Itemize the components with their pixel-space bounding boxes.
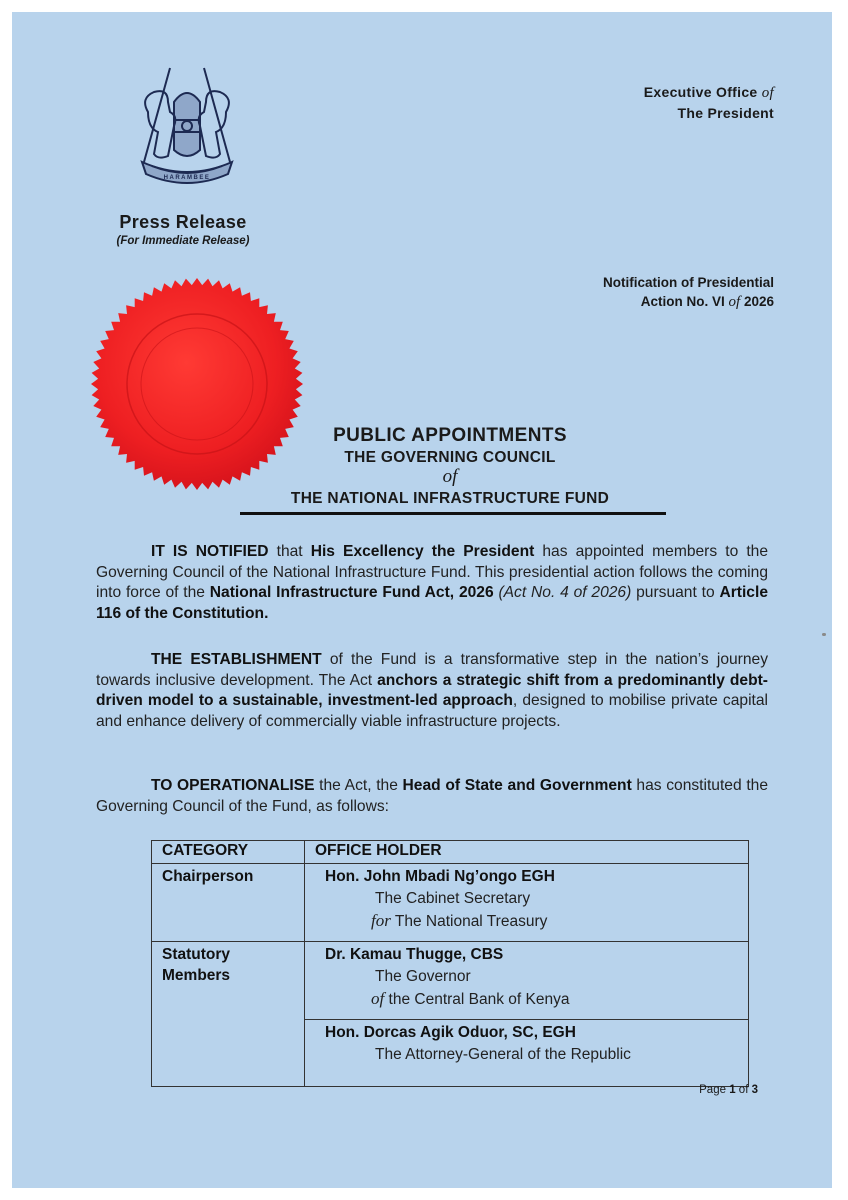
- heading-line2: THE GOVERNING COUNCIL: [344, 449, 556, 466]
- holder-title: The Cabinet Secretary: [375, 890, 531, 907]
- holder-name: Hon. John Mbadi Ng’ongo EGH: [325, 868, 555, 885]
- p2-text1: of the Fund is a transformative step in the nation’s journey towards inclusive development. The Act: [96, 651, 768, 689]
- p2-bold1: anchors a strategic shift from a predominantly debt-driven model to a sustainable, investment-led approach: [96, 671, 769, 709]
- heading-of: of: [442, 466, 458, 487]
- notification-year: 2026: [743, 294, 774, 309]
- document-page: [12, 12, 832, 1188]
- office-header: [644, 82, 774, 123]
- office-holder-cell: [305, 1020, 749, 1087]
- holder-name: Hon. Dorcas Agik Oduor, SC, EGH: [325, 1024, 576, 1041]
- press-release-subtitle: (For Immediate Release): [116, 235, 250, 247]
- category-cell: [152, 942, 305, 1087]
- p2-text2: , designed to mobilise private capital and enhance delivery of commercially viable infrastructure projects.: [96, 692, 769, 730]
- holder-title-prefix: of: [371, 989, 385, 1008]
- table-header-row: [152, 841, 749, 864]
- p3-text2: has constituted the Governing Council of the Fund, as follows:: [96, 777, 769, 815]
- p3-lead: TO OPERATIONALISE: [151, 777, 315, 794]
- p2-lead: THE ESTABLISHMENT: [151, 651, 322, 668]
- p3-bold1: Head of State and Government: [402, 777, 632, 794]
- table-row: [152, 864, 749, 942]
- holder-title-rest: the Central Bank of Kenya: [384, 991, 570, 1008]
- p1-text2: has appointed members to the Governing Council of the National Infrastructure Fund. This presidential action follows the coming into force of the: [96, 543, 769, 601]
- page-current: 1: [729, 1084, 736, 1096]
- p1-bold3: Article 116 of the Constitution.: [96, 584, 768, 622]
- page-total: 3: [751, 1084, 758, 1096]
- holder-title: The Attorney-General of the Republic: [375, 1046, 631, 1063]
- heading-underline: [240, 512, 666, 515]
- holder-title-line2: [325, 988, 748, 1011]
- table-header-office-holder: OFFICE HOLDER: [305, 841, 749, 864]
- heading-line3: THE NATIONAL INFRASTRUCTURE FUND: [290, 490, 610, 507]
- press-release-block: [98, 212, 268, 247]
- page-of: of: [738, 1084, 749, 1096]
- governing-council-table: [151, 840, 749, 1087]
- notification-line1: Notification of Presidential: [602, 275, 774, 290]
- coat-of-arms-emblem: [122, 62, 252, 192]
- paragraph-notification: [96, 542, 768, 624]
- office-holder-cell: [305, 864, 749, 942]
- holder-title-rest: The National Treasury: [390, 913, 548, 930]
- p1-bold2: National Infrastructure Fund Act, 2026: [209, 584, 494, 601]
- category-line1: Statutory: [162, 946, 231, 963]
- holder-title-prefix: for: [371, 911, 391, 930]
- p1-italic: (Act No. 4 of 2026): [493, 584, 632, 601]
- holder-name: Dr. Kamau Thugge, CBS: [325, 946, 504, 963]
- notification-action: Action No. VI: [640, 294, 725, 309]
- paragraph-establishment: [96, 650, 768, 732]
- notification-reference: [603, 273, 774, 312]
- category-line2: Members: [162, 967, 231, 984]
- notification-of: of: [728, 294, 741, 310]
- coat-of-arms-motto: HARAMBEE: [163, 175, 211, 181]
- holder-title-line2: [325, 910, 748, 933]
- paragraph-operationalise: [96, 776, 768, 817]
- office-line2: The President: [677, 105, 774, 121]
- office-line1-of: of: [761, 85, 774, 101]
- holder-title: The Governor: [375, 968, 471, 985]
- appointments-heading: [240, 424, 660, 510]
- office-line1: Executive Office: [643, 84, 758, 100]
- table-header-category: CATEGORY: [152, 841, 305, 864]
- table-row: [152, 942, 749, 1020]
- page-label: Page: [699, 1084, 726, 1096]
- p3-text1: the Act, the: [314, 777, 403, 794]
- p1-text1: that: [268, 543, 311, 560]
- p1-bold1: His Excellency the President: [310, 543, 535, 560]
- office-holder-cell: [305, 942, 749, 1020]
- page-number: [699, 1084, 758, 1096]
- p1-lead: IT IS NOTIFIED: [151, 543, 269, 560]
- category-cell: Chairperson: [152, 864, 305, 942]
- p1-text3: pursuant to: [631, 584, 720, 601]
- paper-speck: [822, 633, 826, 636]
- press-release-title: Press Release: [119, 212, 247, 232]
- heading-line1: PUBLIC APPOINTMENTS: [333, 425, 567, 446]
